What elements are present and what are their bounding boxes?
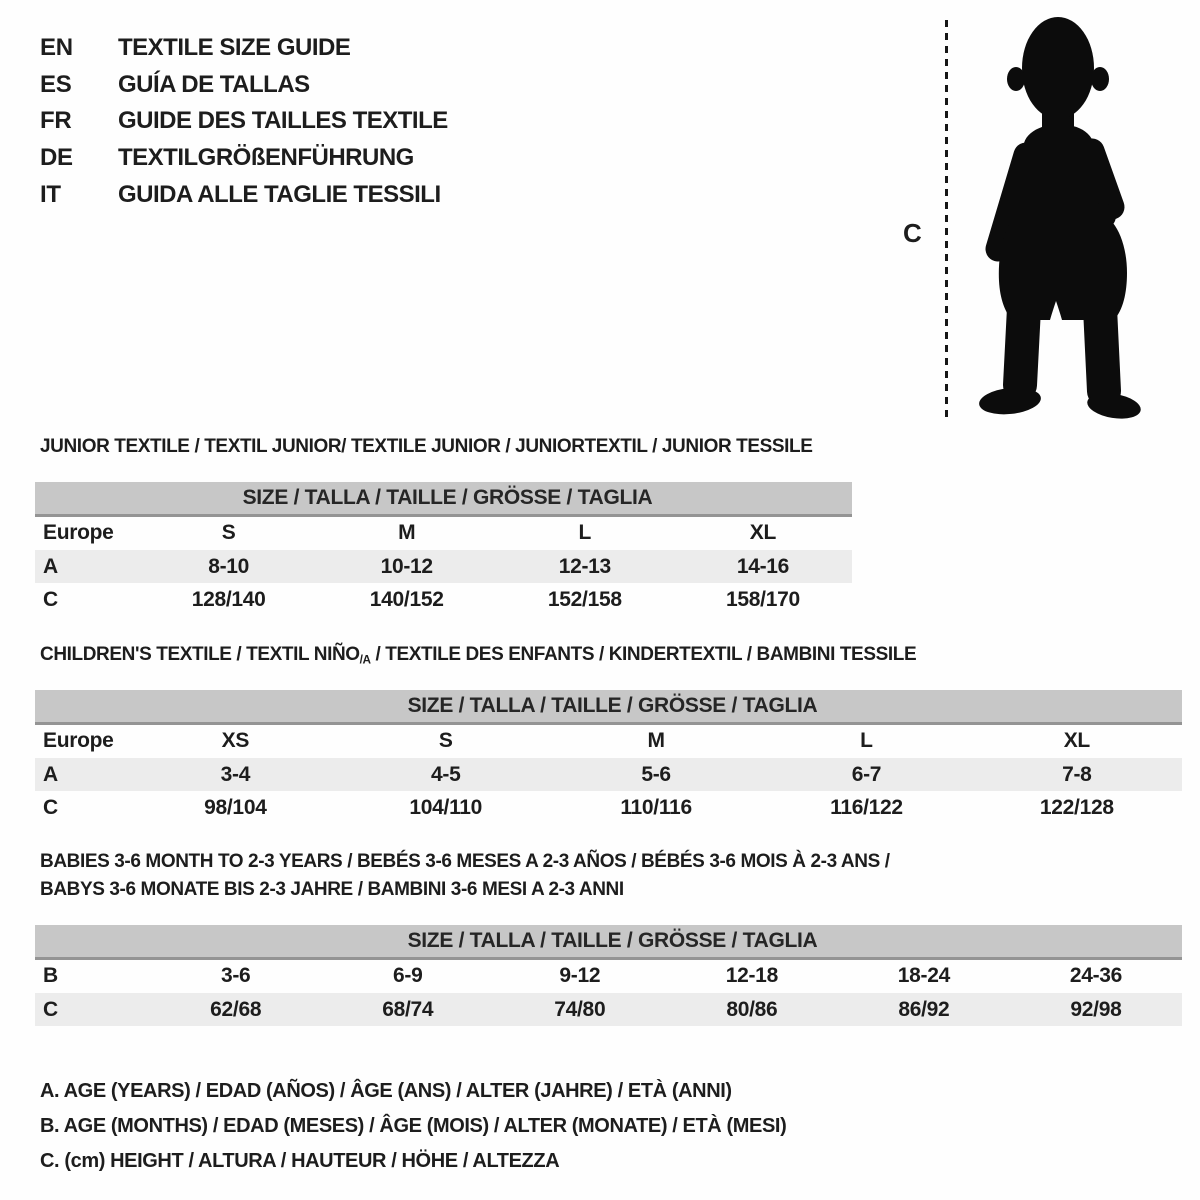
language-row-es bbox=[40, 67, 448, 104]
column-header: L bbox=[578, 521, 592, 545]
cell-value: 140/152 bbox=[369, 587, 444, 611]
measure-label-c: C bbox=[903, 218, 922, 248]
cell-value: 98/104 bbox=[204, 795, 267, 819]
size-bar-row bbox=[35, 690, 1182, 723]
cell-value: 80/86 bbox=[666, 993, 838, 1026]
cell-value: 68/74 bbox=[322, 993, 494, 1026]
cell-value: 158/170 bbox=[726, 587, 800, 611]
cell-value: 6-7 bbox=[761, 758, 971, 791]
cell-value: 3-4 bbox=[130, 758, 340, 791]
cell-value: 6-9 bbox=[393, 964, 423, 988]
children-section-title bbox=[40, 644, 916, 667]
junior-section-title: JUNIOR TEXTILE / TEXTIL JUNIOR/ TEXTILE JUNIOR / JUNIORTEXTIL / JUNIOR TESSILE bbox=[40, 436, 813, 457]
cell-value: 3-6 bbox=[220, 964, 251, 988]
table-row bbox=[35, 583, 852, 616]
children-title-subscript: /A bbox=[359, 653, 371, 667]
row-label: C bbox=[43, 795, 58, 819]
column-header: Europe bbox=[43, 729, 114, 753]
column-header: S bbox=[438, 729, 453, 753]
table-row bbox=[35, 550, 852, 583]
size-bar-row bbox=[35, 482, 852, 515]
table-row bbox=[35, 791, 1182, 824]
language-title: GUIDA ALLE TAGLIE TESSILI bbox=[118, 180, 441, 208]
cell-value: 104/110 bbox=[409, 795, 483, 819]
footnote-c: C. (cm) HEIGHT / ALTURA / HAUTEUR / HÖHE / ALTEZZA bbox=[40, 1150, 560, 1172]
cell-value: 122/128 bbox=[1039, 795, 1114, 819]
row-label: C bbox=[35, 993, 150, 1026]
column-header: XS bbox=[221, 729, 250, 753]
cell-value: 62/68 bbox=[150, 993, 322, 1026]
language-code: ES bbox=[40, 70, 72, 98]
language-title: TEXTILE SIZE GUIDE bbox=[118, 34, 351, 62]
size-bar-label: SIZE / TALLA / TAILLE / GRÖSSE / TAGLIA bbox=[35, 482, 852, 515]
language-row-en bbox=[40, 30, 448, 67]
row-label: B bbox=[43, 964, 58, 988]
column-header: XL bbox=[749, 521, 777, 545]
cell-value: 110/116 bbox=[620, 795, 692, 819]
babies-title-line1: BABIES 3-6 MONTH TO 2-3 YEARS / BEBÉS 3-6 MESES A 2-3 AÑOS / BÉBÉS 3-6 MOIS À 2-3 ANS / bbox=[40, 851, 890, 872]
babies-section-title bbox=[40, 848, 890, 904]
table-header-row bbox=[35, 723, 1182, 758]
language-code: DE bbox=[40, 144, 73, 172]
cell-value: 7-8 bbox=[972, 758, 1182, 791]
table-row bbox=[35, 758, 1182, 791]
footnote-a: A. AGE (YEARS) / EDAD (AÑOS) / ÂGE (ANS) / ALTER (JAHRE) / ETÀ (ANNI) bbox=[40, 1080, 732, 1102]
table-header-row bbox=[35, 515, 852, 550]
cell-value: 9-12 bbox=[559, 964, 601, 988]
cell-value: 24-36 bbox=[1069, 964, 1123, 988]
language-code: IT bbox=[40, 180, 61, 208]
column-header: Europe bbox=[43, 521, 114, 545]
children-size-table bbox=[35, 690, 1182, 824]
height-measure-dashed-line bbox=[945, 20, 948, 417]
babies-title-line2: BABYS 3-6 MONATE BIS 2-3 JAHRE / BAMBINI 3-6 MESI A 2-3 ANNI bbox=[40, 879, 624, 900]
language-title: GUÍA DE TALLAS bbox=[118, 70, 310, 98]
column-header: L bbox=[860, 729, 873, 753]
language-row-fr bbox=[40, 103, 448, 140]
language-row-de bbox=[40, 140, 448, 177]
junior-size-table bbox=[35, 482, 852, 616]
size-bar-label: SIZE / TALLA / TAILLE / GRÖSSE / TAGLIA bbox=[35, 690, 1182, 723]
cell-value: 92/98 bbox=[1010, 993, 1182, 1026]
children-title-suffix: / TEXTILE DES ENFANTS / KINDERTEXTIL / BAMBINI TESSILE bbox=[370, 644, 917, 665]
language-code: EN bbox=[40, 34, 73, 62]
column-header: M bbox=[647, 729, 665, 753]
size-bar-label: SIZE / TALLA / TAILLE / GRÖSSE / TAGLIA bbox=[35, 925, 1182, 958]
row-label: A bbox=[35, 758, 130, 791]
column-header: S bbox=[221, 521, 236, 545]
language-title-block bbox=[40, 30, 448, 213]
footnotes-block bbox=[40, 1074, 786, 1179]
cell-value: 152/158 bbox=[547, 587, 622, 611]
language-title: TEXTILGRÖßENFÜHRUNG bbox=[118, 144, 414, 172]
language-code: FR bbox=[40, 107, 72, 135]
row-label: A bbox=[35, 550, 140, 583]
cell-value: 8-10 bbox=[140, 550, 318, 583]
cell-value: 128/140 bbox=[191, 587, 266, 611]
column-header: XL bbox=[1063, 729, 1090, 753]
cell-value: 18-24 bbox=[897, 964, 950, 988]
cell-value: 116/122 bbox=[830, 795, 903, 819]
size-bar-row bbox=[35, 925, 1182, 958]
table-row bbox=[35, 993, 1182, 1026]
cell-value: 12-18 bbox=[725, 964, 778, 988]
language-title: GUIDE DES TAILLES TEXTILE bbox=[118, 107, 448, 135]
babies-size-table bbox=[35, 925, 1182, 1026]
cell-value: 5-6 bbox=[551, 758, 761, 791]
cell-value: 4-5 bbox=[341, 758, 551, 791]
cell-value: 86/92 bbox=[838, 993, 1010, 1026]
baby-silhouette-icon bbox=[972, 13, 1142, 423]
cell-value: 14-16 bbox=[674, 550, 852, 583]
table-row bbox=[35, 958, 1182, 993]
cell-value: 12-13 bbox=[496, 550, 674, 583]
row-label: C bbox=[43, 587, 58, 611]
footnote-b: B. AGE (MONTHS) / EDAD (MESES) / ÂGE (MOIS) / ALTER (MONATE) / ETÀ (MESI) bbox=[40, 1115, 787, 1137]
language-row-it bbox=[40, 176, 448, 213]
cell-value: 74/80 bbox=[494, 993, 666, 1026]
children-title-prefix: CHILDREN'S TEXTILE / TEXTIL NIÑO bbox=[40, 644, 360, 665]
cell-value: 10-12 bbox=[318, 550, 496, 583]
column-header: M bbox=[398, 521, 416, 545]
